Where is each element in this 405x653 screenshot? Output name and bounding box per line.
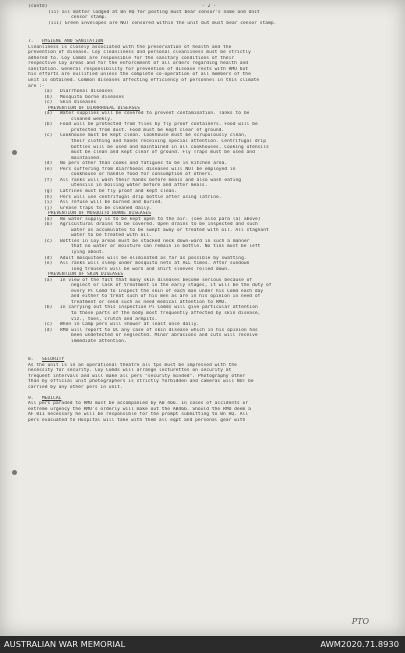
- paragraph-line: Cleanliness is closely associated with the preservation of health and the: [28, 44, 232, 50]
- list-item-text: long trousers will be worn and shirt sleeves rolled down.: [71, 266, 230, 272]
- list-item-marker: (a): [44, 111, 53, 117]
- paragraph-line: are :-: [28, 83, 45, 89]
- paragraph-line: All pers paraded to RMO must be accompanied by AB 466. In cases of accidents or: [28, 401, 249, 407]
- list-item-text: Water supplies will be covered to prevent contamination. Tanks to be: [60, 111, 250, 117]
- intro-line: (ii) all matter lodged at Bn HQ for posting must bear censor's name and Unit: [48, 9, 260, 15]
- list-item-marker: (a): [44, 277, 53, 283]
- list-item-text: All ranks will sleep under mosquito nets at ALL times. After sundown: [60, 261, 250, 267]
- list-item-text: Diarrhoeal diseases: [60, 89, 113, 95]
- section-title: HYGIENE AND SANITATION: [41, 39, 104, 45]
- subsection-title: PREVENTION OF MOSQUITO BORNE DISEASES: [48, 211, 152, 217]
- list-item-marker: (d): [44, 327, 53, 333]
- list-item-marker: (b): [44, 122, 53, 128]
- paragraph-line: adhered to. Coy Comds are responsible for the sanitary conditions of their: [28, 55, 235, 61]
- list-item-text: Latrines must be fly proof and kept clean.: [60, 188, 177, 194]
- section-title: MEDICAL: [41, 395, 62, 401]
- list-item-text: Grease traps to be cleaned daily.: [60, 205, 152, 211]
- list-item-marker: (e): [44, 261, 53, 267]
- page-number: - 2 -: [202, 4, 216, 9]
- list-item-marker: (h): [44, 194, 53, 200]
- intro-line: censor stamp.: [71, 15, 108, 21]
- pto-note: PTO: [351, 617, 369, 626]
- list-item-text: bottles will be used and maintained in all cookhouses. Cooking utensils: [71, 144, 269, 150]
- list-item-text: No pers other than cooks and fatigues to be in kitchen area.: [60, 161, 228, 167]
- punch-hole: [12, 470, 17, 475]
- section-number: 7.: [28, 39, 34, 45]
- list-item-text: utensils in boiling water before and after meals.: [71, 183, 208, 189]
- list-item-text: Cookhouse must be kept clean. Cookhouse must be scrupulously clean,: [60, 133, 247, 139]
- document-text: [28, 4, 390, 423]
- list-item-text: All refuse will be burned and buried.: [60, 200, 164, 206]
- archive-footer: [0, 636, 405, 653]
- list-item-marker: (c): [44, 238, 53, 244]
- section-number: 8.: [28, 357, 34, 363]
- paragraph-line: than by official unit photographers is strictly forbidden and cameras will NOT be: [28, 379, 254, 385]
- list-item-text: neglect or lack of treatment in the early stages, it will be the duty of: [71, 283, 272, 289]
- list-item-text: All ranks will wash their hands before meals and also wash eating: [60, 177, 242, 183]
- paragraph-line: sanitation. General responsibility for prevention of disease rests with RMO but: [28, 66, 249, 72]
- subsection-title: PREVENTION OF DIARRHOEAL DISEASES: [48, 105, 140, 111]
- list-item-text: been undetected or neglected. Minor abrasions and cuts will receive: [71, 333, 258, 339]
- list-item-text: In carrying out this inspection Pl Comds will give particular attention: [60, 305, 258, 311]
- list-item-text: When in Camp pers will shower at least once daily.: [60, 322, 200, 328]
- list-item-marker: (f): [44, 177, 53, 183]
- list-item-text: Adult mosquitoes will be eliminated as far as possible by swatting.: [60, 255, 247, 261]
- paragraph-line: extreme urgency the RMO's orderly will make out the AB466. Should the RMO deem a: [28, 406, 251, 412]
- list-item-text: Bottles in Coy areas must be stacked neck down-ward in such a manner: [60, 238, 250, 244]
- list-item-marker: (e): [44, 166, 53, 172]
- list-item-marker: (j): [44, 205, 53, 211]
- list-item-text: Food will be protected from flies by fly proof containers. Food will be: [60, 122, 258, 128]
- paragraph-line: pers evacuated to Hospital will take with them all eqpt and personal gear with: [28, 417, 246, 423]
- section-number: 9.: [28, 395, 34, 401]
- intro-line: (iii) Green Envelopes are NOT censored within the unit but must bear censor stamp.: [48, 20, 277, 26]
- paragraph-line: necessity for security. Coy Comds will arrange lecturettes on security at: [28, 368, 232, 374]
- list-item-text: In view of the fact that many skin diseases become serious because of: [60, 277, 253, 283]
- list-item-text: water to be treated with oil.: [71, 233, 152, 239]
- list-item-text: maintained.: [71, 155, 102, 161]
- list-item-marker: (a): [44, 216, 53, 222]
- list-item-text: RMO will report to OC any case of skin disease which in his opinion has: [60, 327, 258, 333]
- paragraph-line: unit is obtained. Common diseases affecting efficiency of personnel in this climate: [28, 78, 260, 84]
- list-item-text: Pers will use centrifugal drip bottle after using latrine.: [60, 194, 222, 200]
- paragraph-line: frequent intervals and will make all pers "security minded". Photography other: [28, 373, 246, 379]
- paragraph-line: prevention of disease. Coy cleanliness and personal cleanliness must be strictly: [28, 50, 251, 56]
- paragraph-line: AF 011 necessary he will be responsible for the prompt submitting to Bn HQ. All: [28, 412, 249, 418]
- list-item-text: every Pl Comd to inspect the skin of each man under his Comd each day: [71, 288, 264, 294]
- list-item-marker: (i): [44, 200, 53, 206]
- list-item-marker: (b): [44, 94, 53, 100]
- punch-hole: [12, 150, 17, 155]
- list-item-text: cleaned weekly.: [71, 116, 113, 122]
- paragraph-line: As the unit is in an operational theatre all tps must be impressed with the: [28, 362, 237, 368]
- list-item-text: Skin diseases: [60, 100, 97, 106]
- punch-holes: [12, 0, 18, 636]
- list-item-marker: (c): [44, 322, 53, 328]
- list-item-text: and either to treat such of his men as are in his opinion in need of: [71, 294, 261, 300]
- list-item-text: Mosquito borne diseases: [60, 94, 125, 100]
- list-item-text: Pers suffering from diarrhoeal diseases will NOT be employed in: [60, 166, 236, 172]
- list-item-marker: (b): [44, 305, 53, 311]
- list-item-text: to those parts of the body most frequently affected by skin disease,: [71, 310, 261, 316]
- list-item-marker: (c): [44, 133, 53, 139]
- archive-accession: AWM2020.71.8930: [320, 639, 399, 649]
- list-item-marker: (a): [44, 89, 53, 95]
- list-item-text: lying about.: [71, 249, 105, 255]
- list-item-marker: (d): [44, 255, 53, 261]
- list-item-text: cookhouse or handle food for consumption of others.: [71, 172, 214, 178]
- list-item-text: No water supply is to be kept open to the air. (see also para (a) above): [60, 216, 261, 222]
- paragraph-line: his efforts are nullified unless the complete co-operation of all members of the: [28, 72, 251, 78]
- list-item-marker: (b): [44, 222, 53, 228]
- list-item-text: their clothing and hands receiving special attention. Centrifugal drip: [71, 139, 266, 145]
- list-item-text: immediate attention.: [71, 338, 127, 344]
- paragraph-line: respective Coy areas and for the enforcement of all orders regarding health and: [28, 61, 249, 67]
- list-item-text: viz., toes, crutch and armpits.: [71, 316, 158, 322]
- archive-source: AUSTRALIAN WAR MEMORIAL: [4, 639, 126, 649]
- contd-label: (contd): [28, 4, 48, 9]
- list-item-text: protected from dust. Food must be kept clear of ground.: [71, 127, 225, 133]
- list-item-text: treatment or send such as need medical attention to RMO.: [71, 299, 227, 305]
- subsection-title: PREVENTION OF SKIN DISEASES: [48, 272, 124, 278]
- section-title: SECURITY: [41, 357, 65, 363]
- list-item-text: must be clean and kept clear of ground. Fly Traps must be used and: [71, 150, 255, 156]
- list-item-text: water as accumulates to be swept away or treated with oil. All stagnant: [71, 227, 269, 233]
- list-item-text: Agricultural drains to be covered. Open drains to be inspected and such: [60, 222, 258, 228]
- list-item-marker: (d): [44, 161, 53, 167]
- list-item-text: that no water or moisture can remain in bottle. No tins must be left: [71, 244, 261, 250]
- list-item-marker: (g): [44, 188, 53, 194]
- paragraph-line: carried by any other pers in unit.: [28, 385, 123, 390]
- list-item-marker: (c): [44, 100, 53, 106]
